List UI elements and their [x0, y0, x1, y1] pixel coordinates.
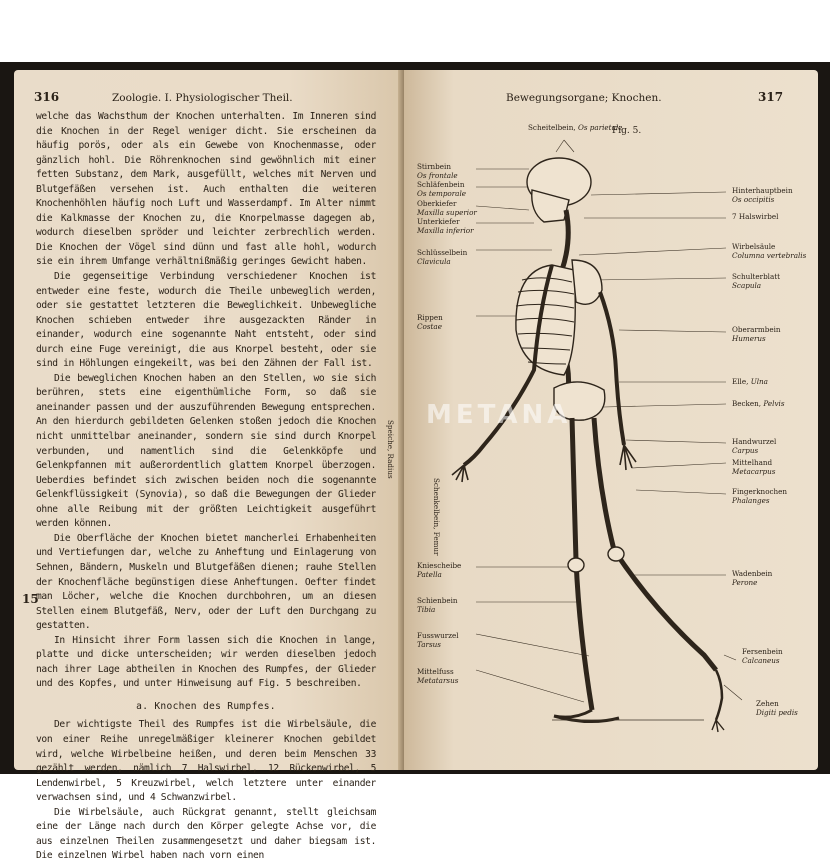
label-kniescheibe: Kniescheibe Patella: [417, 561, 462, 579]
label-fingerknochen: Fingerknochen Phalanges: [732, 487, 788, 505]
paragraph: In Hinsicht ihrer Form lassen sich die Knochen in lange, platte und dicke unterscheiden; wir werden dieselben jedoch nach ihrer Lage abtheilen in Knochen des Rumpfes, der Glieder und des Kopfes, und unter Hinweisung auf Fig. 5 beschreiben.: [36, 634, 376, 690]
label-hinterhauptbein: Hinterhauptbein Os occipitis: [732, 186, 793, 204]
label-fusswurzel: Fusswurzel Tarsus: [417, 631, 459, 649]
paragraph: welche das Wachsthum der Knochen unterhalten. Im Inneren sind die Knochen in der Regel weniger dicht. Sie erscheinen da häufig porös, oder als ein Gewebe von Knochenmasse, oder gänzlich hohl. Die Röhrenknochen sind gewöhnlich mit einer fetten Substanz, dem Mark, ausgefüllt, welches mit Nerven und Blutgefäßen versehen ist. Auch enthalten die weiteren Knochenhöhlen häufig noch Luft und Wasserdampf. Im Alter nimmt die Kalkmasse der Knochen zu, die Knorpelmasse dagegen ab, wodurch dieselben spröder und leichter zerbrechlich werden. Die Knochen der Vögel sind dünn und fast alle hohl, wodurch sie ein ihrem Umfange verhältnißmäßig geringes Gewicht haben.: [36, 111, 376, 268]
label-schluesselbein: Schlüsselbein Clavicula: [417, 248, 468, 266]
label-mittelfuss: Mittelfuss Metatarsus: [417, 667, 459, 685]
right-running-head: Bewegungsorgane; Knochen.: [506, 92, 662, 104]
label-oberkiefer: Oberkiefer Maxilla superior: [417, 199, 477, 217]
watermark: METANA: [426, 400, 572, 430]
label-schienbein: Schienbein Tibia: [417, 596, 458, 614]
label-zehen: Zehen Digiti pedis: [756, 699, 798, 717]
label-unterkiefer: Unterkiefer Maxilla inferior: [417, 217, 474, 235]
label-halswirbel: 7 Halswirbel: [732, 212, 779, 221]
label-becken: Becken, Pelvis: [732, 399, 785, 408]
label-schulterblatt: Schulterblatt Scapula: [732, 272, 781, 290]
left-page-number: 316: [34, 90, 60, 104]
label-fersenbein: Fersenbein Calcaneus: [742, 647, 783, 665]
margin-number: 15: [22, 592, 39, 606]
label-scheitelbein: Scheitelbein, Os parietale: [528, 123, 623, 132]
label-oberarmbein: Oberarmbein Humerus: [732, 325, 781, 343]
paragraph: Die Oberfläche der Knochen bietet mancherlei Erhabenheiten und Vertiefungen dar, welche zu Anheftung und Einlagerung von Sehnen, Bändern, Muskeln und Blutgefäßen dienen; rauhe Stellen der Knochenfläche begünstigen diese Anheftungen. Oefter findet man Löcher, welche die Knochen durchbohren, um an diesen Stellen einem Blutgefäß, Nerv, oder der Luft den Durchgang zu gestatten.: [36, 532, 376, 632]
label-wadenbein: Wadenbein Perone: [732, 569, 773, 587]
section-heading: a. Knochen des Rumpfes.: [136, 700, 276, 712]
figure-label: Fig. 5.: [612, 126, 642, 136]
paragraph: Die Wirbelsäule, auch Rückgrat genannt, stellt gleichsam eine der Länge nach durch den Körper gelegte Achse vor, die aus einzelnen Theilen zusammengesetzt und daher biegsam ist. Die einzelnen Wirbel haben nach vorn einen: [36, 806, 376, 862]
label-speiche: Speiche, Radius: [386, 420, 395, 479]
label-rippen: Rippen Costae: [417, 313, 443, 331]
label-wirbelsaeule: Wirbelsäule Columna vertebralis: [732, 242, 807, 260]
left-running-head: Zoologie. I. Physiologischer Theil.: [112, 92, 293, 104]
label-elle: Elle, Ulna: [732, 377, 768, 386]
paragraph: Der wichtigste Theil des Rumpfes ist die Wirbelsäule, die von einer Reihe unregelmäßiger kleinerer Knochen gebildet wird, welche Wirbelbeine heißen, und deren beim Menschen 33 gezählt werden, nämlich 7 Halswirbel, 12 Rückenwirbel, 5 Lendenwirbel, 5 Kreuzwirbel, welch letztere unter einander verwachsen sind, und 4 Schwanzwirbel.: [36, 719, 376, 804]
label-schenkelbein: Schenkelbein, Femur: [432, 478, 441, 556]
label-handwurzel: Handwurzel Carpus: [732, 437, 777, 455]
right-page-number: 317: [758, 90, 784, 104]
label-stirnbein: Stirnbein Os frontale: [417, 162, 458, 180]
label-schlaefenbein: Schläfenbein Os temporale: [417, 180, 467, 198]
left-page-body: [36, 110, 376, 864]
paragraph: Die beweglichen Knochen haben an den Stellen, wo sie sich berühren, stets eine eigenthümliche Form, so daß sie aneinander passen und der auszuführenden Bewegung entsprechen. An den hierdurch gebildeten Gelenken stoßen jedoch die Knochen nicht unmittelbar aneinander, sondern sie sind durch Knorpel verbunden, und namentlich sind die Gelenkköpfe und Gelenkpfannen mit außerordentlich glattem Knorpel überzogen. Ueberdies befindet sich zwischen beiden noch die sogenannte Gelenkflüssigkeit (Synovia), so daß die Bewegungen der Glieder ohne alle Reibung mit der größten Leichtigkeit ausgeführt werden können.: [36, 372, 376, 530]
label-mittelhand: Mittelhand Metacarpus: [732, 458, 776, 476]
paragraph: Die gegenseitige Verbindung verschiedener Knochen ist entweder eine feste, wodurch die Theile unbeweglich werden, oder sie gestattet letzteren die Beweglichkeit. Unbewegliche Knochen schieben entweder ihre ausgezackten Ränder in einander, wodurch eine sogenannte Naht entsteht, oder sind durch eine Fuge vereinigt, die aus Knorpel besteht, oder sie sind in Höhlungen eingekeilt, was bei den Zähnen der Fall ist.: [36, 271, 376, 370]
